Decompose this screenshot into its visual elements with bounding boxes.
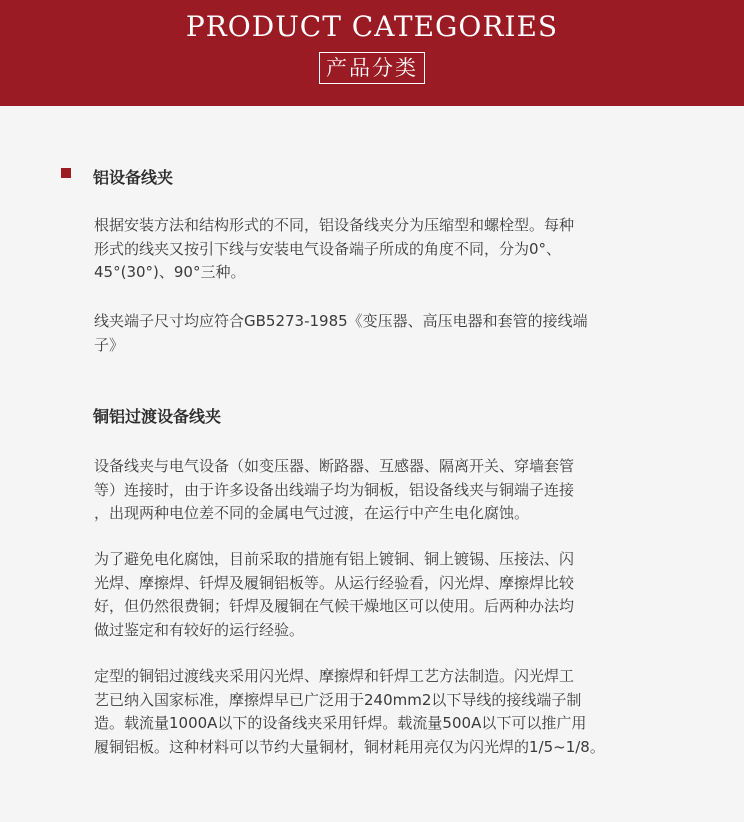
paragraph: 为了避免电化腐蚀，目前采取的措施有铝上镀铜、铜上镀锡、压接法、闪 光焊、摩擦焊、钎焊及履铜铝板等。从运行经验看，闪光焊、摩擦焊比较 好，但仍然很费铜；钎焊及履铜在气候干燥地区可以使用。后两种办法均 做过鉴定和有较好的运行经验。 bbox=[94, 550, 575, 639]
page-subtitle: 产品分类 bbox=[319, 52, 425, 84]
page-title: PRODUCT CATEGORIES bbox=[185, 10, 559, 43]
page-subtitle-wrap bbox=[0, 52, 744, 84]
paragraph: 根据安装方法和结构形式的不同，铝设备线夹分为压缩型和螺栓型。每种 形式的线夹又按引下线与安装电气设备端子所成的角度不同，分为0°、 45°(30°)、90°三种。 bbox=[94, 216, 575, 281]
header-banner bbox=[0, 0, 744, 106]
section-bullet-icon bbox=[61, 168, 71, 178]
paragraph: 定型的铜铝过渡线夹采用闪光焊、摩擦焊和钎焊工艺方法制造。闪光焊工 艺已纳入国家标准，摩擦焊早已广泛用于240mm2以下导线的接线端子制 造。载流量1000A以下的设备线夹采用钎焊。载流量500A以下可以推广用 履铜铝板。这种材料可以节约大量铜材，铜材耗用亮仅为闪光焊的1/5~1/8。 bbox=[94, 667, 605, 756]
section-heading-aluminum-clamp: 铝设备线夹 bbox=[93, 168, 174, 187]
paragraph: 设备线夹与电气设备（如变压器、断路器、互感器、隔离开关、穿墙套管 等）连接时，由于许多设备出线端子均为铜板，铝设备线夹与铜端子连接 ，出现两种电位差不同的金属电气过渡，在运行中产生电化腐蚀。 bbox=[94, 457, 575, 522]
paragraph: 线夹端子尺寸均应符合GB5273-1985《变压器、高压电器和套管的接线端 子》 bbox=[94, 312, 588, 354]
section-heading-copper-aluminum-clamp: 铜铝过渡设备线夹 bbox=[93, 407, 222, 426]
